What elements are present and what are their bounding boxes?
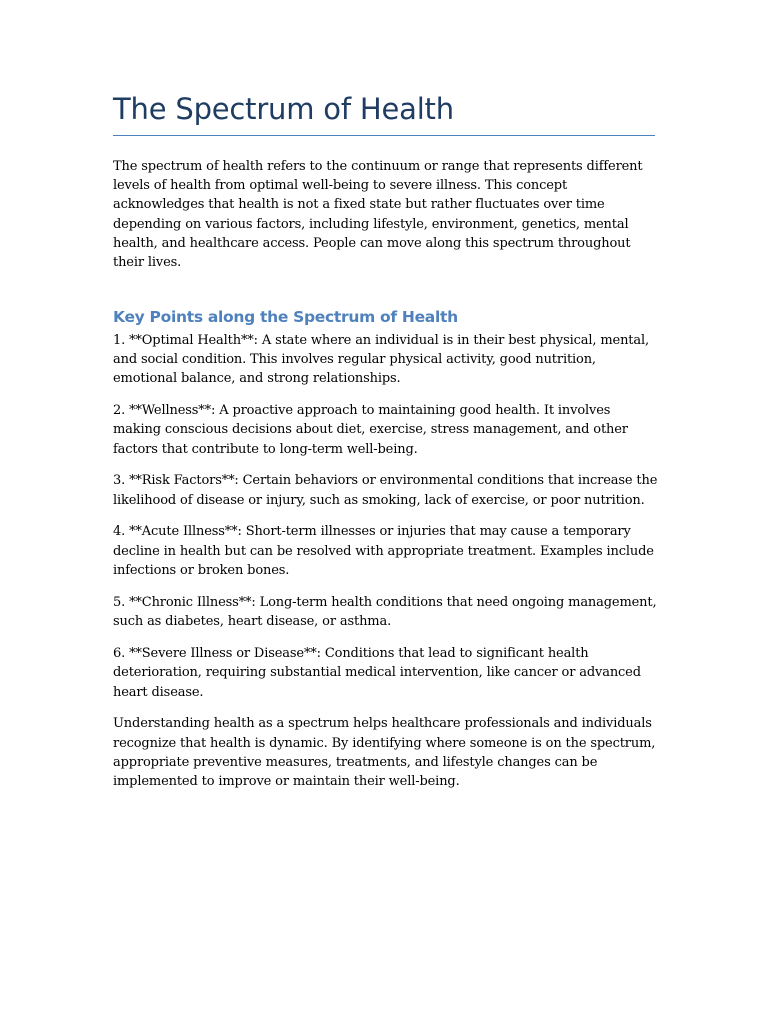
document-content <box>113 92 658 792</box>
key-points-list <box>113 331 658 702</box>
key-point-optimal-health: 1. **Optimal Health**: A state where an individual is in their best physical, mental, and social condition. This involves regular physical activity, good nutrition, emotional balance, and strong relationships. <box>113 332 649 387</box>
intro-paragraph: The spectrum of health refers to the continuum or range that represents different levels of health from optimal well-being to severe illness. This concept acknowledges that health is not a fixed state but rather fluctuates over time depending on various factors, including lifestyle, environment, genetics, mental health, and healthcare access. People can move along this spectrum throughout their lives. <box>113 158 643 271</box>
key-point-risk-factors: 3. **Risk Factors**: Certain behaviors or environmental conditions that increase the likelihood of disease or injury, such as smoking, lack of exercise, or poor nutrition. <box>113 473 658 508</box>
title-underline-rule <box>113 135 655 136</box>
page-title: The Spectrum of Health <box>113 92 454 126</box>
key-point-acute-illness: 4. **Acute Illness**: Short-term illnesses or injuries that may cause a temporary decline in health but can be resolved with appropriate treatment. Examples include infections or broken bones. <box>113 524 654 579</box>
key-point-severe-illness: 6. **Severe Illness or Disease**: Conditions that lead to significant health deterioration, requiring substantial medical intervention, like cancer or advanced heart disease. <box>113 645 641 700</box>
section-heading: Key Points along the Spectrum of Health <box>113 307 458 326</box>
key-point-chronic-illness: 5. **Chronic Illness**: Long-term health conditions that need ongoing management, such as diabetes, heart disease, or asthma. <box>113 594 657 630</box>
closing-paragraph: Understanding health as a spectrum helps healthcare professionals and individuals recognize that health is dynamic. By identifying where someone is on the spectrum, appropriate preventive measures, treatments, and lifestyle changes can be implemented to improve or maintain their well-being. <box>113 716 656 790</box>
key-point-wellness: 2. **Wellness**: A proactive approach to maintaining good health. It involves making conscious decisions about diet, exercise, stress management, and other factors that contribute to long-term well-being. <box>113 402 628 457</box>
